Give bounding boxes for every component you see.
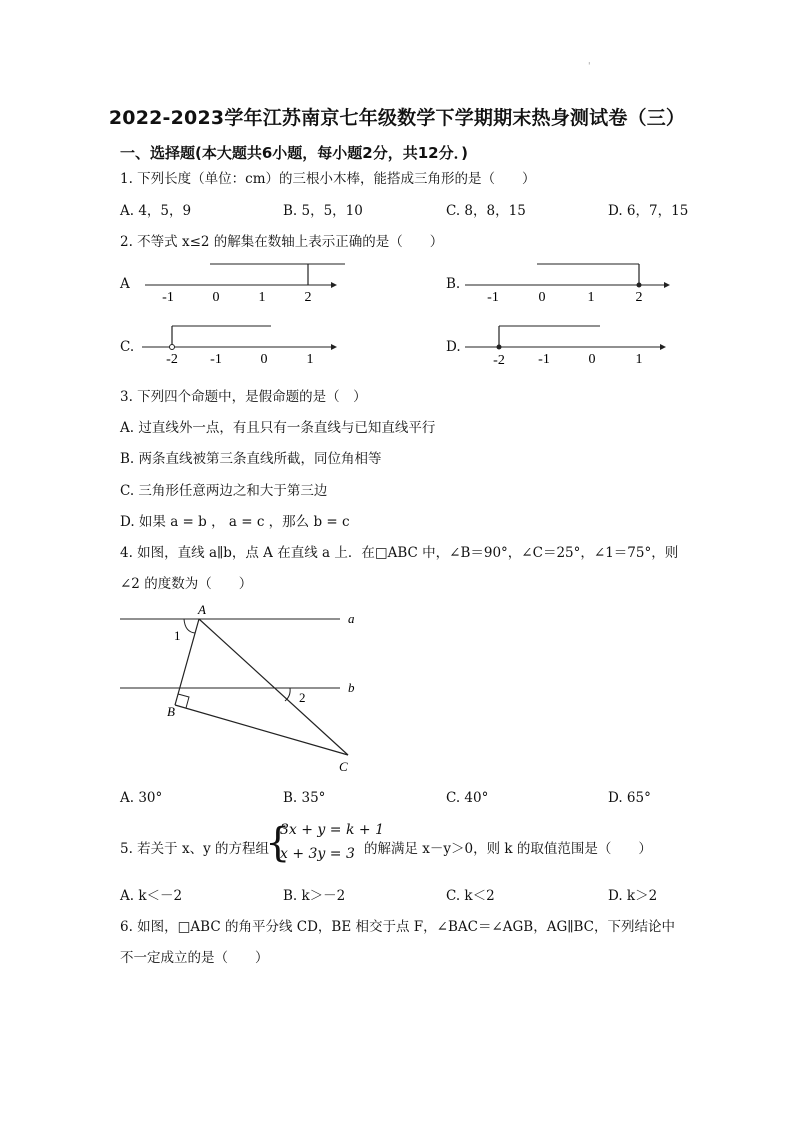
solid-point <box>637 283 642 288</box>
label-angle-1: 1 <box>174 628 181 643</box>
tick-label: 1 <box>635 352 643 367</box>
label-b-point: B <box>167 704 175 719</box>
q2-label-d: D. <box>446 339 461 355</box>
q4-option-c: C. 40° <box>446 790 489 806</box>
q4-option-d: D. 65° <box>608 790 651 806</box>
q1-option-c: C. 8，8，15 <box>446 203 526 219</box>
q4-option-b: B. 35° <box>283 790 326 806</box>
q5-option-c: C. k＜2 <box>446 888 495 904</box>
tick-label: 1 <box>587 290 595 305</box>
axis-arrow <box>660 344 666 350</box>
question-4-stem-line2: ∠2 的度数为（ ） <box>120 576 253 592</box>
q3-option-a: A. 过直线外一点，有且只有一条直线与已知直线平行 <box>120 420 436 436</box>
question-6-stem-line1: 6. 如图，□ABC 的角平分线 CD，BE 相交于点 F，∠BAC＝∠AGB，AG∥BC，下列结论中 <box>120 919 675 935</box>
q3-option-c: C. 三角形任意两边之和大于第三边 <box>120 483 328 499</box>
label-c-point: C <box>339 759 348 774</box>
side-bc <box>175 705 348 755</box>
angle-1-arc <box>184 619 195 633</box>
label-line-b: b <box>348 680 355 695</box>
tick-label: -1 <box>538 352 550 367</box>
number-line-a <box>135 258 345 308</box>
tick-label: 0 <box>588 352 596 367</box>
axis-arrow <box>664 282 670 288</box>
q5-option-b: B. k＞－2 <box>283 888 346 904</box>
q1-option-d: D. 6，7，15 <box>608 203 689 219</box>
page-title: 2022-2023学年江苏南京七年级数学下学期期末热身测试卷（三） <box>108 107 686 129</box>
angle-2-arc <box>285 688 290 701</box>
question-1-stem: 1. 下列长度（单位：cm）的三根小木棒，能搭成三角形的是（ ） <box>120 171 536 187</box>
tick-label: 1 <box>258 290 266 305</box>
triangle-figure <box>115 600 375 780</box>
q3-option-d: D. 如果 a = b ， a = c ，那么 b = c <box>120 514 350 530</box>
q4-option-a: A. 30° <box>120 790 163 806</box>
q2-label-a: A <box>120 276 130 292</box>
q1-option-b: B. 5，5，10 <box>283 203 363 219</box>
label-line-a: a <box>348 611 355 626</box>
axis-arrow <box>331 344 337 350</box>
q2-label-c: C. <box>120 339 135 355</box>
tick-label: -1 <box>162 290 174 305</box>
axis-arrow <box>331 282 337 288</box>
solid-point <box>497 345 502 350</box>
number-line-c <box>135 320 345 370</box>
number-line-b <box>460 258 680 308</box>
number-line-d <box>460 320 680 370</box>
q2-label-b: B. <box>446 276 461 292</box>
tick-label: -2 <box>166 352 178 367</box>
equation-2: x + 3y = 3 <box>280 846 355 862</box>
q5-option-d: D. k＞2 <box>608 888 658 904</box>
header-mark: ' <box>588 62 591 72</box>
label-angle-2: 2 <box>299 690 306 705</box>
hollow-point <box>170 345 175 350</box>
question-4-stem-line1: 4. 如图，直线 a∥b，点 A 在直线 a 上．在□ABC 中，∠B＝90°，∠C＝25°，∠1＝75°，则 <box>120 545 679 561</box>
question-3-stem: 3. 下列四个命题中，是假命题的是（ ） <box>120 389 367 405</box>
section-heading: 一、选择题(本大题共6小题，每小题2分，共12分．) <box>120 144 468 162</box>
question-2-stem: 2. 不等式 x≤2 的解集在数轴上表示正确的是（ ） <box>120 234 444 250</box>
question-6-stem-line2: 不一定成立的是（ ） <box>120 950 269 966</box>
tick-label: 0 <box>260 352 268 367</box>
tick-label: 1 <box>306 352 314 367</box>
tick-label: -1 <box>487 290 499 305</box>
side-ac <box>199 619 348 755</box>
system-brace: { <box>265 820 291 866</box>
tick-label: 0 <box>538 290 546 305</box>
tick-label: -1 <box>210 352 222 367</box>
tick-label: 2 <box>304 290 312 305</box>
q1-option-a: A. 4，5，9 <box>120 203 192 219</box>
label-a-point: A <box>198 602 206 617</box>
question-5-stem-suffix: 的解满足 x－y＞0，则 k 的取值范围是（ ） <box>364 841 652 857</box>
tick-label: -2 <box>493 353 505 368</box>
q5-option-a: A. k＜－2 <box>120 888 183 904</box>
tick-label: 0 <box>212 290 220 305</box>
equation-1: 3x + y = k + 1 <box>280 822 384 838</box>
question-5-stem-prefix: 5. 若关于 x、y 的方程组 <box>120 841 269 857</box>
q3-option-b: B. 两条直线被第三条直线所截，同位角相等 <box>120 451 382 467</box>
tick-label: 2 <box>635 290 643 305</box>
